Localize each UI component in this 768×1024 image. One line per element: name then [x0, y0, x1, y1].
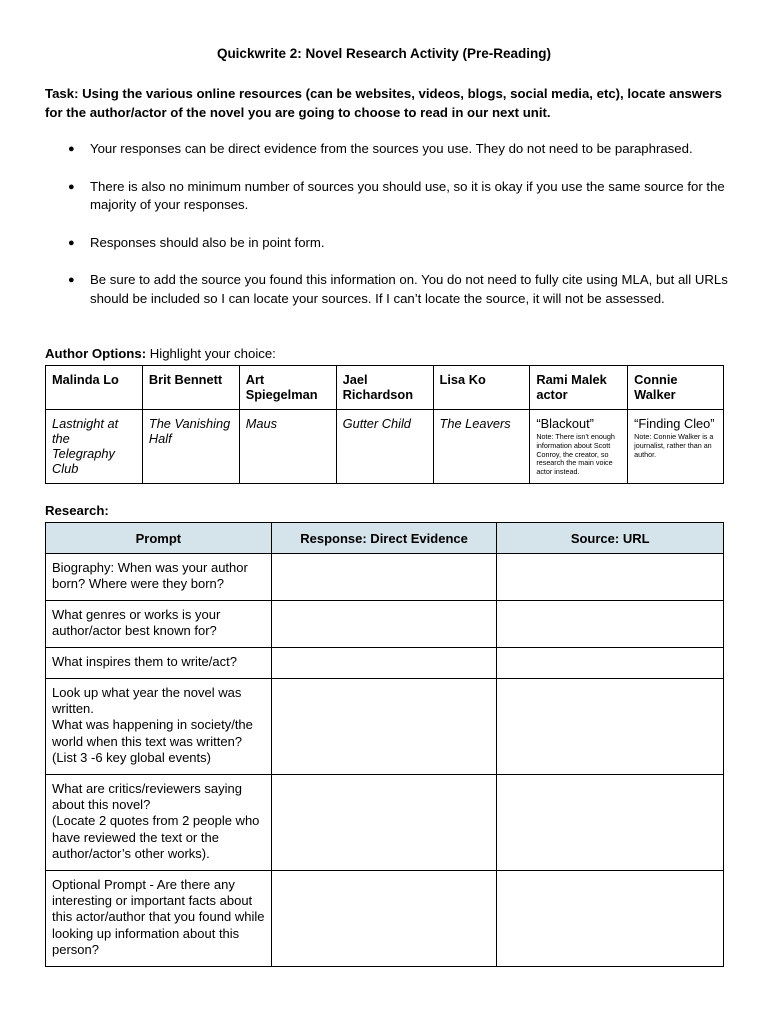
prompt-cell: [46, 679, 272, 775]
prompt-cell: [46, 775, 272, 871]
book-title-row: [46, 410, 724, 484]
prompt-cell: [46, 601, 272, 648]
prompt-text: Optional Prompt - Are there any interesting or important facts about this actor/author that you found while looking up information about this person?: [52, 877, 265, 957]
book-note: Note: Connie Walker is a journalist, rather than an author.: [634, 432, 714, 459]
book-note: Note: There isn’t enough information about Scott Conroy, the creator, so research the main voice actor instead.: [536, 432, 615, 477]
source-url-cell[interactable]: [497, 679, 724, 775]
prompt-text: What was happening in society/the world when this text was written? (List 3 -6 key global events): [52, 717, 253, 765]
author-options-label: [45, 346, 276, 361]
book-title: “Finding Cleo”: [634, 416, 715, 431]
author-name-row: [46, 366, 724, 410]
bullet-icon: ●: [68, 274, 75, 286]
table-row: [46, 601, 724, 648]
book-cell[interactable]: Gutter Child: [336, 410, 433, 484]
column-header: Prompt: [46, 523, 272, 554]
list-item: [45, 234, 735, 253]
response-cell[interactable]: [271, 871, 497, 967]
column-header: Source: URL: [497, 523, 724, 554]
table-row: [46, 648, 724, 679]
author-options-heading: Author Options:: [45, 346, 147, 361]
author-cell[interactable]: Art Spiegelman: [239, 366, 336, 410]
source-url-cell[interactable]: [497, 775, 724, 871]
author-cell[interactable]: Brit Bennett: [142, 366, 239, 410]
table-row: [46, 554, 724, 601]
source-url-cell[interactable]: [497, 601, 724, 648]
list-item: [45, 271, 735, 308]
response-cell[interactable]: [271, 648, 497, 679]
author-cell[interactable]: Malinda Lo: [46, 366, 143, 410]
author-options-table: [45, 365, 724, 484]
research-header-row: [46, 523, 724, 554]
bullet-text: Be sure to add the source you found this information on. You do not need to fully cite using MLA, but all URLs should be included so I can locate your sources. If I can’t locate the source, it will not be assessed.: [90, 272, 728, 306]
author-cell[interactable]: Jael Richardson: [336, 366, 433, 410]
source-url-cell[interactable]: [497, 554, 724, 601]
bullet-icon: ●: [68, 143, 75, 155]
response-cell[interactable]: [271, 679, 497, 775]
table-row: [46, 679, 724, 775]
book-cell[interactable]: [628, 410, 724, 484]
bullet-icon: ●: [68, 180, 75, 193]
instruction-list: [45, 140, 735, 327]
research-heading: Research:: [45, 503, 109, 518]
prompt-text: Biography: When was your author born? Where were they born?: [52, 560, 248, 592]
book-cell[interactable]: [530, 410, 628, 484]
book-cell[interactable]: The Vanishing Half: [142, 410, 239, 484]
prompt-text: What inspires them to write/act?: [52, 654, 237, 669]
author-options-hint: Highlight your choice:: [149, 346, 276, 361]
document-title: Quickwrite 2: Novel Research Activity (Pre-Reading): [216, 46, 552, 61]
research-table: [45, 522, 724, 967]
table-row: [46, 871, 724, 967]
prompt-cell: [46, 871, 272, 967]
response-cell[interactable]: [271, 775, 497, 871]
prompt-cell: [46, 648, 272, 679]
book-cell[interactable]: The Leavers: [433, 410, 530, 484]
source-url-cell[interactable]: [497, 648, 724, 679]
list-item: [45, 140, 735, 159]
author-cell[interactable]: Lisa Ko: [433, 366, 530, 410]
response-cell[interactable]: [271, 601, 497, 648]
bullet-text: Responses should also be in point form.: [90, 234, 325, 250]
response-cell[interactable]: [271, 554, 497, 601]
prompt-text: Look up what year the novel was written.: [52, 685, 242, 717]
book-cell[interactable]: Lastnight at the Telegraphy Club: [46, 410, 143, 484]
bullet-text: Your responses can be direct evidence from the sources you use. They do not need to be paraphrased.: [90, 141, 693, 156]
author-cell[interactable]: Rami Malek actor: [530, 366, 628, 410]
book-title: “Blackout”: [536, 416, 594, 431]
source-url-cell[interactable]: [497, 871, 724, 967]
prompt-text: (Locate 2 quotes from 2 people who have reviewed the text or the author/actor’s other works).: [52, 813, 260, 861]
table-row: [46, 775, 724, 871]
prompt-text: What genres or works is your author/actor best known for?: [52, 607, 221, 639]
author-cell[interactable]: Connie Walker: [628, 366, 724, 410]
bullet-text: There is also no minimum number of sources you should use, so it is okay if you use the same source for the majority of your responses.: [90, 178, 725, 212]
prompt-text: What are critics/reviewers saying about this novel?: [52, 781, 242, 813]
list-item: [45, 178, 735, 215]
task-instructions: Task: Using the various online resources (can be websites, videos, blogs, social media, etc), locate answers for the author/actor of the novel you are going to choose to read in our next unit.: [45, 86, 722, 120]
bullet-icon: ●: [68, 236, 75, 249]
book-cell[interactable]: Maus: [239, 410, 336, 484]
column-header: Response: Direct Evidence: [271, 523, 497, 554]
prompt-cell: [46, 554, 272, 601]
